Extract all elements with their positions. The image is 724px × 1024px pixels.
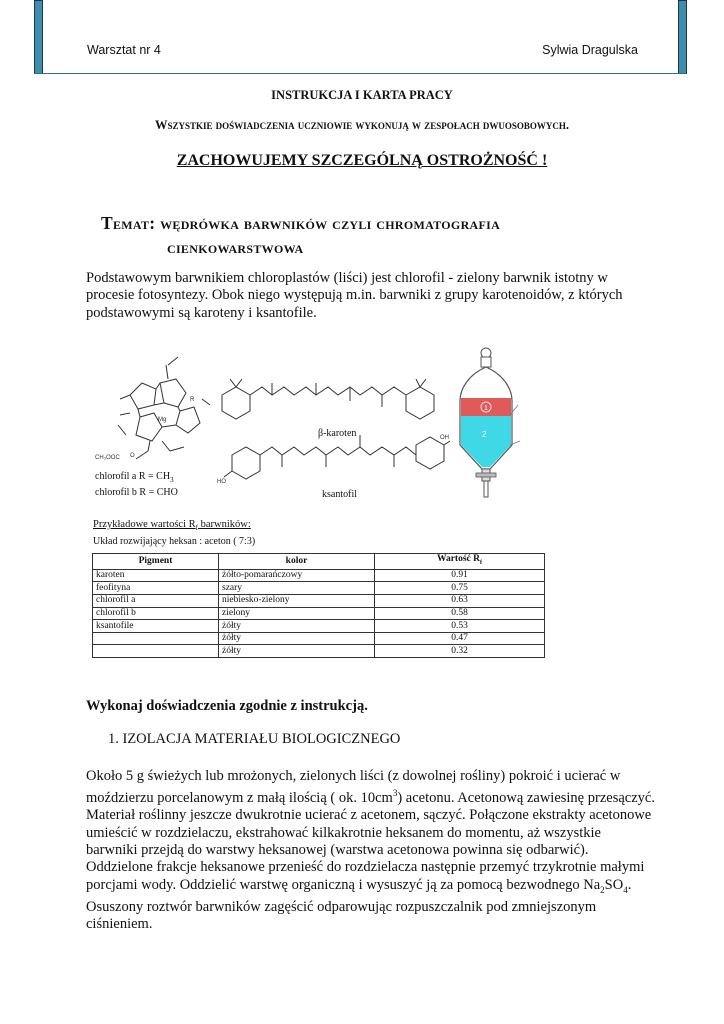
procedure-paragraph: Około 5 g świeżych lub mrożonych, zielonych liści (z dowolnej rośliny) pokroić i ucierać w moździerzu porcelanowym z małą ilością ( ok. $10cm^3$) acetonu. Acetonową zawiesinę przesączyć. Materiał roślinny jeszcze dwukrotnie ucierać z acetonem, sączyć. Połączone ekstrakty acetonowe umieścić w rozdzielaczu, ekstrahować kilkakrotnie heksanem do momentu, aż wszystkie barwniki przejdą do warstwy heksanowej (warstwa acetonowa powinna się odbarwić). Oddzielone frakcje heksanowe przenieść do rozdzielacza następnie przemyć trzykrotnie małymi porcjami wody. Oddzielić warstwę organiczną i wysuszyć ją za pomocą bezwodnego $Na_2SO_4$. Osuszony roztwór barwników zagęścić odparowując rozpuszczalnik pod zmniejszonym ciśnieniem. [86, 768, 655, 933]
funnel-layer-2 [461, 416, 511, 467]
ksantofil-label: ksantofil [322, 489, 357, 500]
header-left: Warsztat nr 4 [87, 43, 161, 57]
rf-table [92, 553, 545, 658]
topic-line-1: Temat: wędrówka barwników czyli chromatografia [101, 213, 501, 233]
header-rf: Wartość $R_f$ [375, 554, 545, 570]
header-rule [34, 73, 686, 74]
svg-text:CH₃OOC: CH₃OOC [95, 455, 120, 461]
chlorophyll-structure [118, 357, 210, 459]
table-row: ksantofile żółty 0.53 [93, 620, 545, 633]
table-row: chlorofil b zielony 0.58 [93, 607, 545, 620]
xanthophyll-structure [224, 435, 450, 479]
topic-heading [101, 211, 500, 259]
svg-text:R: R [190, 397, 195, 403]
table-row: żółty 0.47 [93, 632, 545, 645]
header-kolor: kolor [219, 554, 375, 570]
warning-title: ZACHOWUJEMY SZCZEGÓLNĄ OSTROŻNOŚĆ ! [176, 152, 548, 169]
svg-text:OH: OH [440, 435, 449, 441]
header-pigment: Pigment [93, 554, 219, 570]
beta-carotene-structure [222, 379, 434, 419]
funnel-label-1: 1 [484, 405, 488, 412]
table-row: feofityna szary 0.75 [93, 582, 545, 595]
separatory-funnel-figure [450, 345, 530, 505]
table-row: żółty 0.32 [93, 645, 545, 658]
svg-text:HO: HO [217, 479, 226, 485]
table-row: karoten żółto-pomarańczowy 0.91 [93, 569, 545, 582]
page-title: INSTRUKCJA I KARTA PRACY [271, 88, 453, 102]
header-right: Sylwia Dragulska [542, 43, 638, 57]
table-row: chlorofil a niebiesko-zielony 0.63 [93, 595, 545, 608]
funnel-label-2: 2 [482, 430, 487, 439]
chlorofil-b-label: chlorofil b R = CHO [95, 487, 178, 498]
topic-line-2: cienkowarstwowa [167, 237, 304, 257]
header-bar-right [678, 0, 687, 74]
svg-text:O: O [130, 453, 135, 459]
chlorofil-a-label: chlorofil a $R = CH_3$ [95, 471, 174, 484]
svg-text:Mg: Mg [158, 417, 167, 423]
rf-table-subtitle: Układ rozwijający heksan : aceton ( 7:3) [93, 536, 256, 547]
instruction-heading: Wykonaj doświadczenia zgodnie z instrukcją. [86, 698, 368, 714]
rf-table-header [93, 554, 545, 570]
subtitle: Wszystkie doświadczenia uczniowie wykonują w zespołach dwuosobowych. [155, 118, 569, 132]
intro-paragraph: Podstawowym barwnikiem chloroplastów (liści) jest chlorofil - zielony barwnik istotny w procesie fotosyntezy. Obok niego występują m.in. barwniki z grupy karotenoidów, z których podstawowymi są karoteny i ksantofile. [86, 270, 623, 321]
beta-karoten-label: β-karoten [318, 428, 357, 439]
rf-table-title: Przykładowe wartości $R_f$ barwników: [93, 519, 251, 533]
header-bar-left [34, 0, 43, 74]
section-1-heading: 1. IZOLACJA MATERIAŁU BIOLOGICZNEGO [108, 731, 401, 747]
